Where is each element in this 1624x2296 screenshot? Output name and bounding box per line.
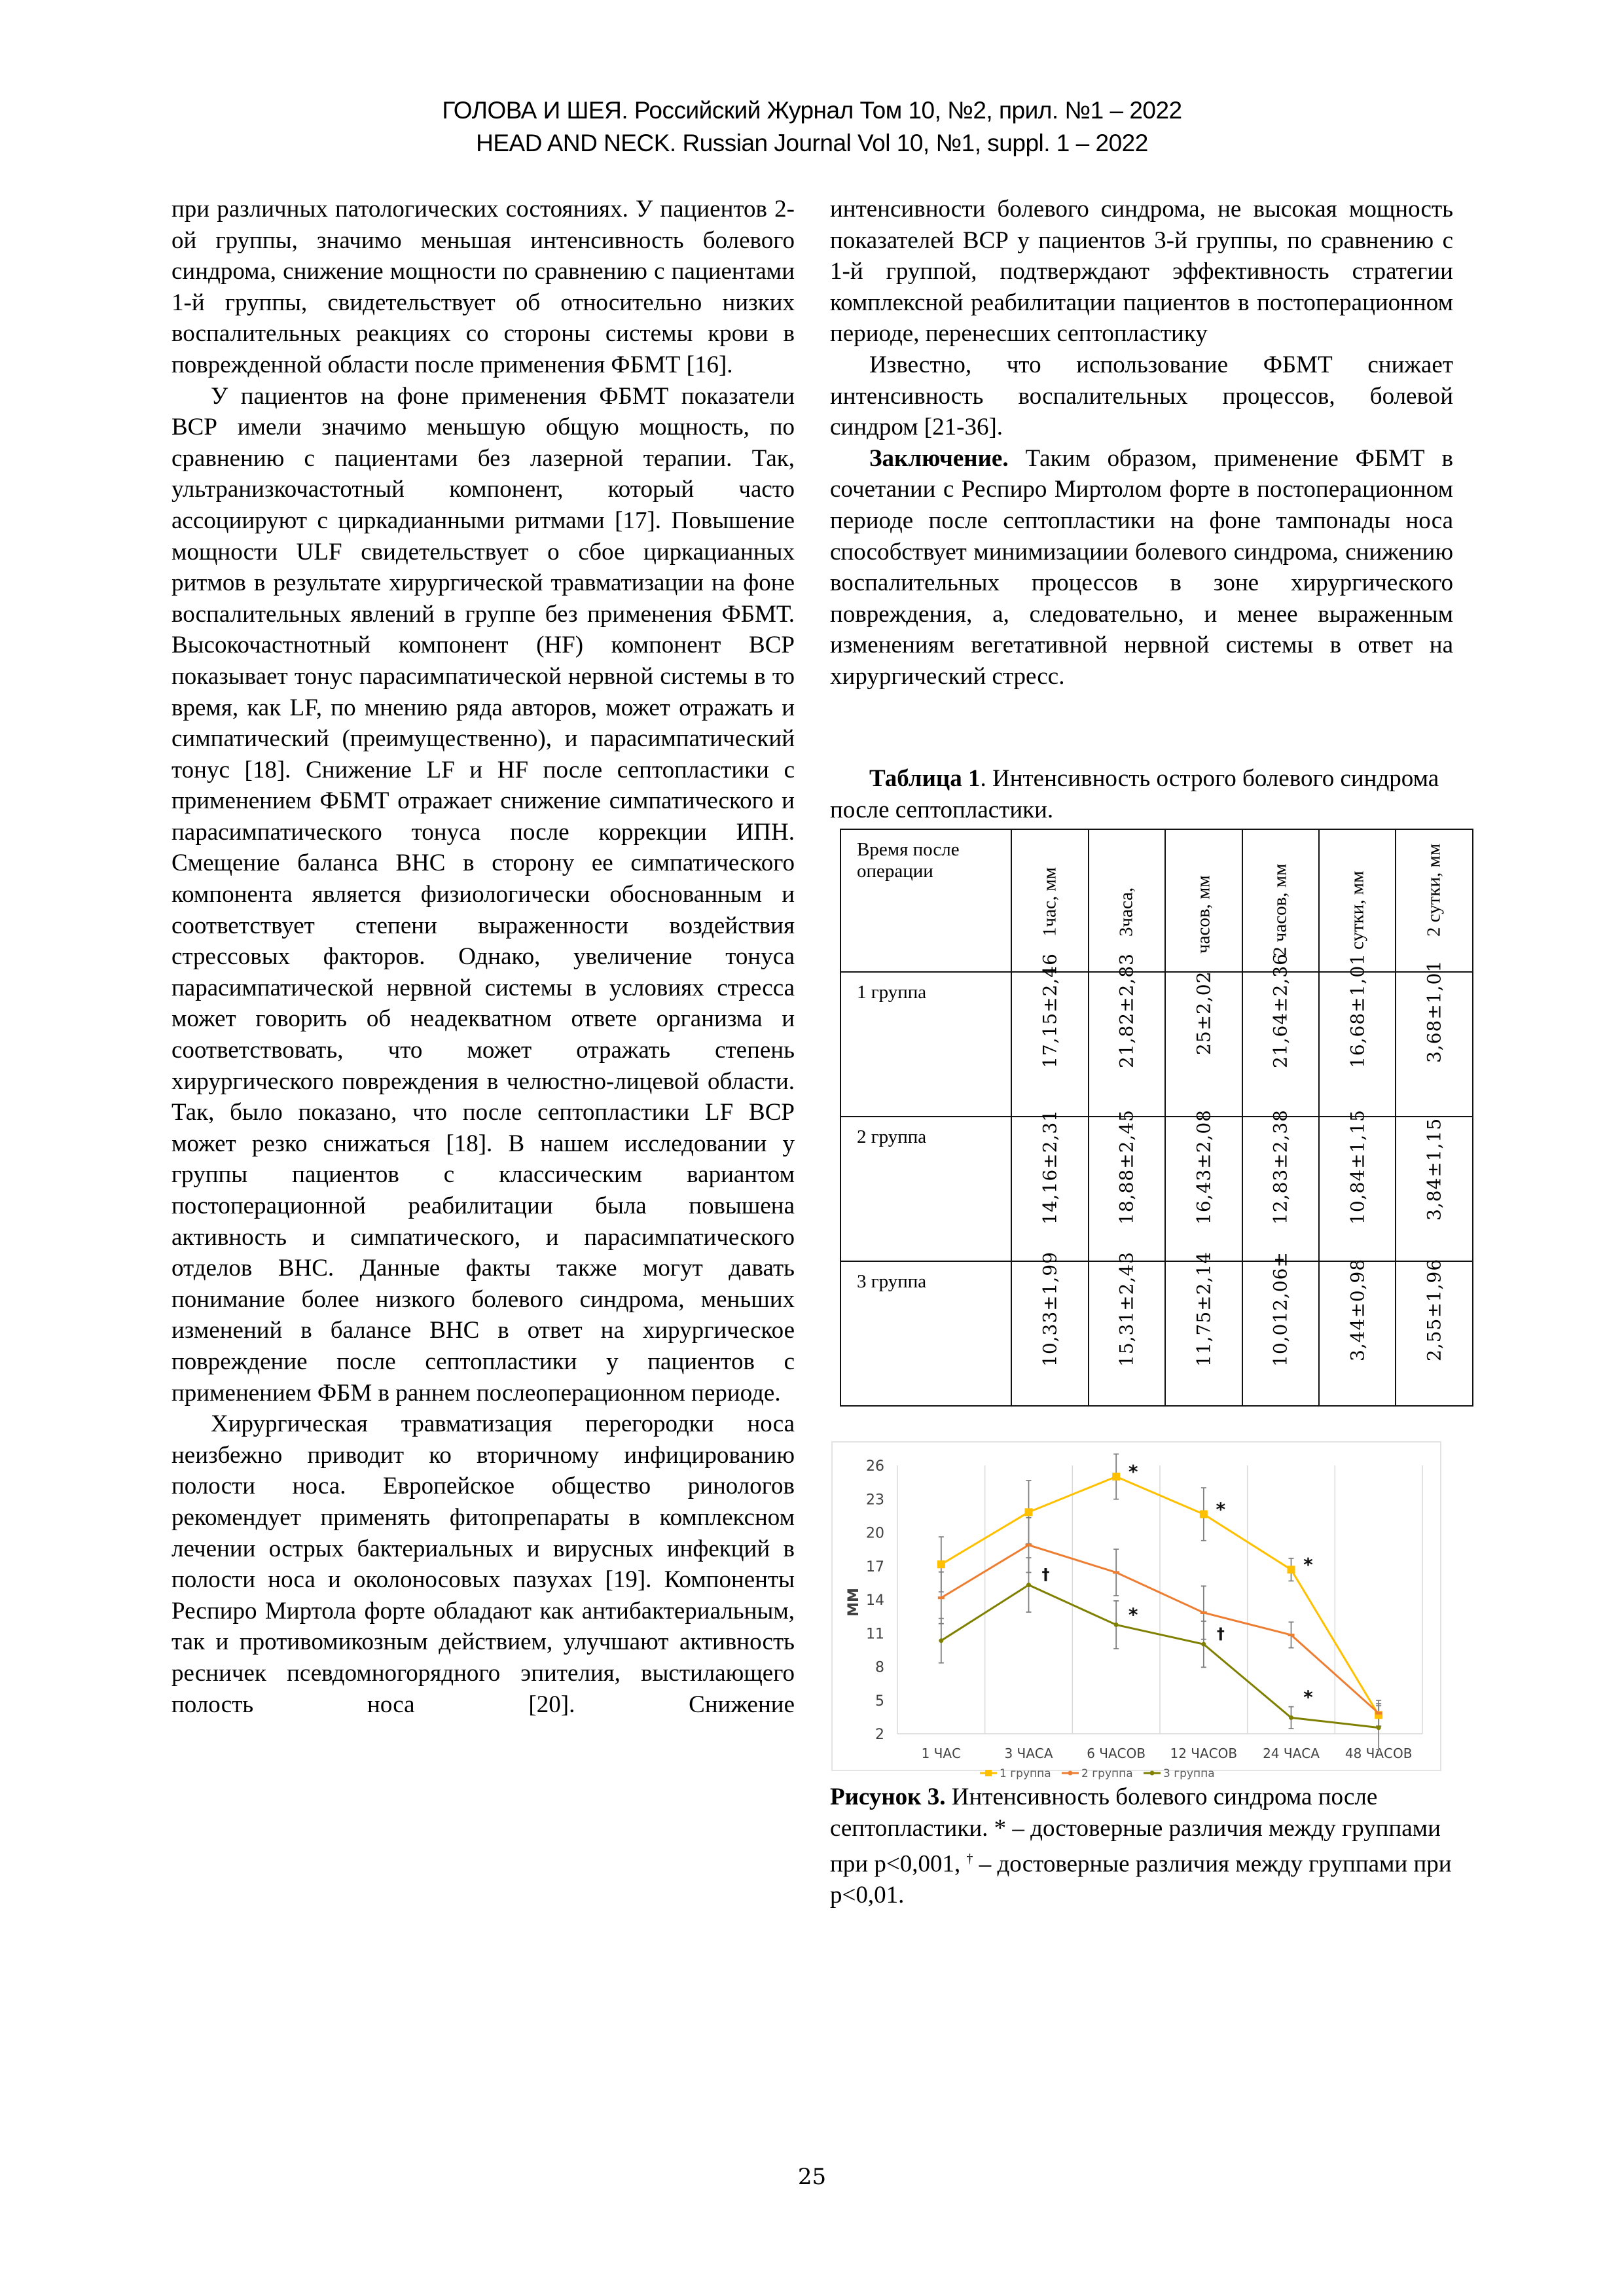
cell-value: 12,83±2,38 <box>1269 1109 1291 1225</box>
column-header <box>1089 829 1165 972</box>
cell-value: 10,84±1,15 <box>1346 1109 1369 1225</box>
x-tick-label: 3 ЧАСА <box>1004 1746 1053 1761</box>
column-header-text: 2 часов, мм <box>1269 863 1291 956</box>
table-caption-text: . Интенсивность острого болевого синдрома после септопластики. <box>830 765 1439 823</box>
cell-value: 15,31±2,43 <box>1115 1251 1138 1367</box>
paragraph: интенсивности болевого синдрома, не высокая мощность показателей ВСР у пациентов 3-й группы, по сравнению с 1-й группой, подтверждают эффективность стратегии комплексной реабилитации пациентов в постоперационном периоде, перенесших септопластику <box>830 196 1453 348</box>
table-cell <box>1011 1251 1088 1406</box>
y-tick-label: 2 <box>875 1727 884 1743</box>
column-header <box>1319 829 1396 972</box>
paragraph: при различных патологических состояниях. У пациентов 2-ой группы, значимо меньшая интенсивность болевого синдрома, снижение мощности по сравнению с пациентами 1-й группы, свидетельствует об относительно низких воспалительных реакциях со стороны системы крови в поврежденной области после применения ФБМТ [16]. <box>171 196 795 378</box>
left-column <box>171 194 795 1720</box>
y-tick-label: 23 <box>866 1492 884 1509</box>
y-tick-label: 26 <box>866 1458 884 1475</box>
y-tick-label: 17 <box>866 1558 884 1575</box>
table-cell <box>1396 1117 1473 1261</box>
column-header-text: часов, мм <box>1193 875 1214 954</box>
table-row <box>840 972 1473 1117</box>
table-cell <box>1242 1109 1319 1261</box>
legend-label: 2 группа <box>1081 1767 1133 1780</box>
table-cell <box>1319 1258 1396 1406</box>
table-header-row <box>840 829 1473 972</box>
table-cell <box>1165 1109 1242 1261</box>
y-tick-label: 20 <box>866 1525 884 1542</box>
conclusion-label: Заключение. <box>869 444 1009 472</box>
table-cell <box>1165 1251 1242 1406</box>
y-axis-label: ММ <box>846 1588 862 1617</box>
paragraph: У пациентов на фоне применения ФБМТ показатели ВСР имели значимо меньшую общую мощность, по сравнению с пациентами без лазерной терапии. Так, ультранизкочастотный компонент, который часто ассоциируют с циркадианными ритмами [17]. Повышение мощности ULF свидетельствует о сбое циркацианных ритмов в результате хирургической травматизации на фоне воспалительных явлений в группе без применения ФБМТ. Высокочастнотный компонент (HF) компонент ВСР показывает тонус парасимпатической нервной системы в то время, как LF, по мнению ряда авторов, может отражать и симпатический (преимущественно), и парасимпатический тонус [18]. Снижение LF и HF после септопластики с применением ФБМТ отражает снижение симпатического и парасимпатического тонуса после коррекции ИПН. Смещение баланса ВНС в сторону ее симпатического компонента является физиологически обоснованным и соответствует степени выраженности воздействия стрессовых факторов. Однако, увеличение тонуса парасимпатической нервной системы в условиях стресса может говорить об неадекватном ответе организма и соответствовать, что может отражать степень хирургического повреждения в челюстно-лицевой области. Так, было показано, что после септопластики LF ВСР может резко снижаться [18]. В нашем исследовании у группы пациентов с классическим вариантом постоперационной реабилитации была повышена активность и симпатического, и парасимпатического отделов ВНС. Данные факты также могут давать понимание более низкого болевого синдрома, меньших изменений в балансе ВНС в ответ на хирургическое повреждение после септопластики у пациентов с применением ФБМ в раннем послеоперационном периоде. <box>171 382 795 1407</box>
x-tick-label: 12 ЧАСОВ <box>1170 1746 1238 1761</box>
conclusion-text: Таким образом, применение ФБМТ в сочетании с Респиро Миртолом форте в постоперационном периоде после септопластики на фоне тампонады носа способствует минимизациии болевого синдрома, снижению воспалительных процессов в зоне хирургического повреждения, а, следовательно, и менее выраженным изменениям вегетативной нервной системы в ответ на хирургический стресс. <box>830 444 1453 690</box>
significance-mark: * <box>1128 1604 1138 1626</box>
data-point <box>1112 1473 1120 1480</box>
table-cell <box>1011 1109 1088 1261</box>
cell-value: 10,33±1,99 <box>1039 1251 1061 1367</box>
x-tick-label: 6 ЧАСОВ <box>1087 1746 1146 1761</box>
cell-value: 3,44±0,98 <box>1346 1258 1369 1361</box>
pain-intensity-chart <box>831 1441 1441 1780</box>
cell-value: 3,68±1,01 <box>1423 960 1445 1063</box>
table-row <box>840 1117 1473 1261</box>
table-cell <box>1396 960 1473 1117</box>
row-label: 2 группа <box>840 1117 1011 1261</box>
table-cell <box>1089 953 1165 1117</box>
cell-value: 3,84±1,15 <box>1423 1117 1445 1221</box>
x-tick-label: 24 ЧАСА <box>1263 1746 1320 1761</box>
table-cell <box>1319 1109 1396 1261</box>
data-point <box>1114 1623 1119 1627</box>
cell-value: 16,43±2,08 <box>1193 1109 1215 1225</box>
figure-caption-text-1: Интенсивность болевого синдрома после септопластики. * – достоверные различия между группами при p<0,001, <box>830 1784 1441 1878</box>
table-cell <box>1165 972 1242 1117</box>
column-header-text: 3часа, <box>1115 887 1137 937</box>
table-cell <box>1242 1251 1319 1406</box>
column-header-text: сутки, мм <box>1346 870 1368 950</box>
conclusion-paragraph <box>830 443 1453 692</box>
column-header <box>1242 829 1319 972</box>
legend-marker <box>985 1770 992 1776</box>
row-label: 1 группа <box>840 972 1011 1117</box>
pain-intensity-table <box>840 829 1473 1407</box>
paragraph: Хирургическая травматизация перегородки носа неизбежно приводит ко вторичному инфицированию полости носа. Европейское общество ринологов рекомендует применять фитопрепараты в комплексном лечении острых бактериальных и вирусных инфекций в полости носа и околоносовых пазухах [19]. Компоненты Респиро Миртола форте обладают как антибактериальным, так и противомикозным действием, улучшают активность ресничек псевдомногорядного эпителия, выстилающего полость носа [20]. Снижение <box>171 1410 795 1718</box>
table-cell <box>1242 953 1319 1117</box>
significance-mark: * <box>1128 1461 1138 1483</box>
column-header <box>1165 829 1242 972</box>
table-cell <box>1396 1258 1473 1406</box>
data-point <box>1200 1510 1208 1518</box>
table-row <box>840 1261 1473 1406</box>
column-header <box>1011 829 1088 972</box>
data-point <box>1288 1566 1295 1573</box>
right-column <box>830 194 1453 692</box>
column-header-text: 1час, мм <box>1039 867 1060 937</box>
column-header-text: 2 сутки, мм <box>1423 843 1445 937</box>
cell-value: 10,012,06± <box>1269 1251 1291 1367</box>
table-cell <box>1319 953 1396 1117</box>
data-point <box>1026 1583 1031 1587</box>
legend-marker <box>1068 1771 1073 1776</box>
cell-value: 2,55±1,96 <box>1423 1258 1445 1361</box>
data-point <box>1377 1725 1381 1730</box>
data-point <box>1201 1642 1206 1647</box>
table-caption-label: Таблица 1 <box>869 765 981 792</box>
y-tick-label: 11 <box>866 1626 884 1643</box>
x-tick-label: 1 ЧАС <box>921 1746 962 1761</box>
figure-caption <box>830 1782 1485 1911</box>
legend-label: 3 группа <box>1163 1767 1215 1780</box>
cell-value: 17,15±2,46 <box>1039 953 1061 1068</box>
cell-value: 21,82±2,83 <box>1115 953 1138 1068</box>
cell-value: 16,68±1,01 <box>1346 953 1369 1068</box>
table-corner-header: Время после операции <box>840 829 1011 972</box>
data-point <box>939 1638 943 1643</box>
table-cell <box>1089 1109 1165 1261</box>
x-tick-label: 48 ЧАСОВ <box>1344 1746 1413 1761</box>
y-tick-label: 14 <box>866 1592 884 1609</box>
cell-value: 11,75±2,14 <box>1193 1251 1215 1367</box>
data-point <box>1289 1715 1293 1720</box>
column-header <box>1396 829 1473 972</box>
cell-value: 25±2,02 <box>1193 971 1215 1055</box>
chart-svg <box>833 1443 1440 1780</box>
row-label: 3 группа <box>840 1261 1011 1406</box>
cell-value: 18,88±2,45 <box>1115 1109 1138 1225</box>
significance-mark: * <box>1303 1686 1313 1708</box>
page-number: 25 <box>797 2164 827 2190</box>
dagger-symbol: † <box>966 1852 973 1867</box>
y-tick-label: 5 <box>875 1693 884 1710</box>
cell-value: 14,16±2,31 <box>1039 1109 1061 1225</box>
table-caption <box>830 763 1471 825</box>
significance-mark: * <box>1216 1498 1226 1520</box>
table-cell <box>1089 1251 1165 1406</box>
significance-mark: * <box>1303 1554 1313 1576</box>
paragraph: Известно, что использование ФБМТ снижает интенсивность воспалительных процессов, болевой синдром [21-36]. <box>830 351 1453 441</box>
significance-mark: † <box>1216 1624 1225 1643</box>
figure-caption-label: Рисунок 3. <box>830 1784 946 1810</box>
data-point <box>1025 1508 1033 1516</box>
y-tick-label: 8 <box>875 1659 884 1676</box>
journal-header-en: HEAD AND NECK. Russian Journal Vol 10, №1, suppl. 1 – 2022 <box>476 130 1148 156</box>
data-point <box>937 1560 945 1568</box>
significance-mark: † <box>1041 1565 1050 1584</box>
legend-marker <box>1150 1771 1155 1776</box>
table-cell <box>1011 953 1088 1117</box>
figure-caption-text-2: – достоверные различия между группами при p<0,01. <box>830 1850 1452 1909</box>
cell-value: 21,64±2,36 <box>1269 953 1291 1068</box>
legend-label: 1 группа <box>1000 1767 1051 1780</box>
journal-header-ru: ГОЛОВА И ШЕЯ. Российский Журнал Том 10, №2, прил. №1 – 2022 <box>442 97 1182 124</box>
